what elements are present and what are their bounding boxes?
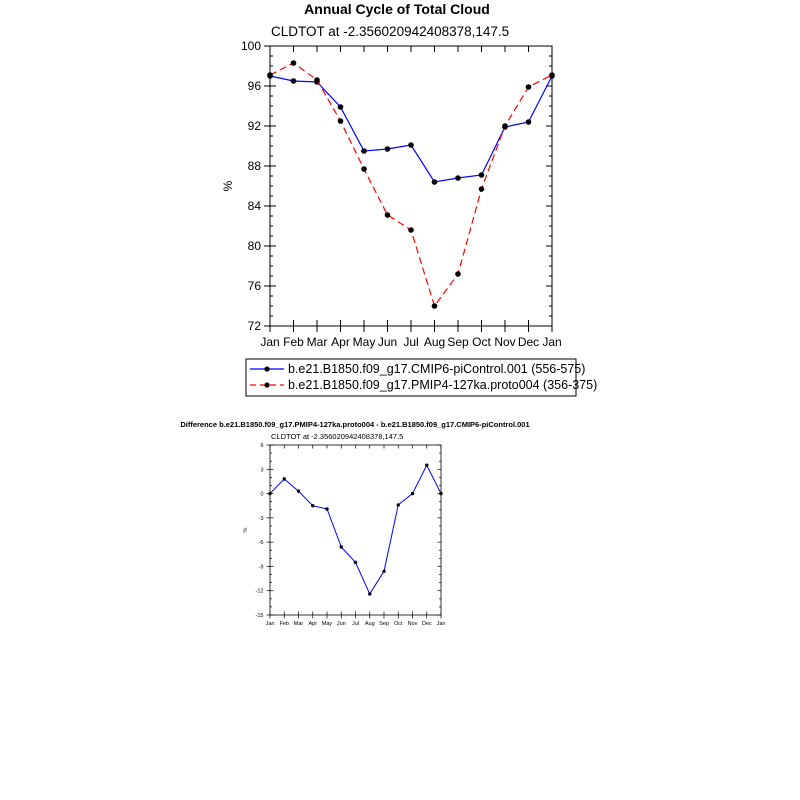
series-2-point [338, 118, 344, 124]
main-ticks [264, 46, 552, 332]
series-2-point [549, 72, 555, 78]
x-tick-label: Nov [407, 621, 418, 627]
x-tick-label: Nov [494, 335, 516, 349]
series-1-point [432, 179, 438, 185]
series-2-point [502, 123, 508, 129]
x-tick-label: Apr [331, 335, 350, 349]
main-series [267, 60, 555, 309]
x-tick-label: Jan [265, 621, 275, 627]
series-2-point [267, 72, 273, 78]
series-1-point [439, 492, 442, 495]
y-tick-label: 3 [260, 467, 264, 474]
y-tick-label: -12 [255, 588, 264, 595]
series-line-1 [270, 76, 552, 182]
main-ytick-labels [241, 39, 261, 333]
y-tick-label: 6 [260, 443, 264, 449]
x-tick-label: Oct [472, 335, 491, 349]
series-1-point [368, 592, 371, 595]
series-1-point [354, 561, 357, 564]
x-tick-label: Apr [308, 621, 318, 627]
series-1-point [361, 148, 367, 154]
series-1-point [325, 507, 328, 510]
x-tick-label: Sep [379, 621, 389, 627]
main-ylabel: % [221, 180, 235, 192]
main-plot-frame [270, 46, 552, 326]
x-tick-label: Jan [260, 335, 280, 349]
x-tick-label: Dec [421, 621, 432, 627]
x-tick-label: Mar [306, 335, 328, 349]
diff-ticks [267, 445, 442, 619]
legend-marker-pmip4 [264, 382, 269, 387]
y-tick-label: -6 [258, 540, 264, 547]
series-1-point [385, 146, 391, 152]
diff-series [268, 464, 442, 596]
x-tick-label: Sep [447, 335, 469, 349]
y-tick-label: -15 [255, 613, 264, 619]
x-tick-label: Jan [542, 335, 562, 349]
x-tick-label: Feb [283, 335, 304, 349]
x-tick-label: May [352, 335, 376, 349]
x-tick-label: Jan [436, 621, 446, 627]
series-2-point [479, 186, 485, 192]
x-tick-label: Feb [279, 621, 289, 627]
diff-chart-subtitle: CLDTOT at -2.356020942408378,147.5 [271, 432, 404, 441]
y-tick-label: 80 [247, 239, 261, 253]
series-1-point [411, 492, 414, 495]
series-1-point [283, 477, 286, 480]
series-1-point [291, 78, 297, 84]
diff-chart-title: Difference b.e21.B1850.f09_g17.PMIP4-127ka.proto004 - b.e21.B1850.f09_g17.CMIP6-piControl.001 [180, 420, 530, 429]
series-2-point [432, 303, 438, 309]
series-1-point [297, 489, 300, 492]
series-1-point [397, 503, 400, 506]
x-tick-label: May [321, 621, 333, 627]
x-tick-label: Dec [517, 335, 540, 349]
y-tick-label: 72 [247, 319, 261, 333]
series-1-point [526, 119, 532, 125]
y-tick-label: 84 [247, 199, 261, 213]
series-1-point [311, 504, 314, 507]
series-2-point [361, 166, 367, 172]
series-2-point [314, 77, 320, 83]
series-2-point [455, 271, 461, 277]
series-1-point [479, 172, 485, 178]
x-tick-label: Mar [293, 621, 304, 627]
series-1-point [268, 492, 271, 495]
series-line-1 [270, 465, 441, 594]
series-1-point [382, 570, 385, 573]
y-tick-label: 76 [247, 279, 261, 293]
y-tick-label: 100 [240, 39, 261, 53]
main-chart-title: Annual Cycle of Total Cloud [304, 1, 490, 17]
y-tick-label: 92 [247, 119, 261, 133]
x-tick-label: Oct [393, 621, 403, 627]
legend-label-pmip4: b.e21.B1850.f09_g17.PMIP4-127ka.proto004 (356-375) [288, 378, 598, 392]
series-1-point [455, 175, 461, 181]
legend-marker-control [264, 366, 269, 371]
y-tick-label: 0 [260, 491, 264, 498]
y-tick-label: -9 [258, 564, 264, 571]
x-tick-label: Aug [364, 621, 375, 627]
series-2-point [526, 84, 532, 90]
diff-xtick-labels [266, 621, 446, 627]
legend-label-control: b.e21.B1850.f09_g17.CMIP6-piControl.001 (556-575) [288, 362, 586, 376]
series-2-point [291, 60, 297, 66]
series-1-point [425, 464, 428, 467]
series-1-point [338, 104, 344, 110]
series-2-point [385, 212, 391, 218]
series-1-point [408, 142, 414, 148]
x-tick-label: Jun [377, 335, 398, 349]
series-1-point [340, 545, 343, 548]
main-xtick-labels [260, 335, 561, 349]
x-tick-label: Aug [423, 335, 446, 349]
diff-ytick-labels [256, 443, 264, 619]
x-tick-label: Jun [336, 621, 346, 627]
series-2-point [408, 227, 414, 233]
y-tick-label: 88 [247, 159, 261, 173]
y-tick-label: -3 [258, 515, 264, 522]
x-tick-label: Jul [403, 335, 419, 349]
series-line-2 [270, 63, 552, 306]
y-tick-label: 96 [247, 79, 261, 93]
diff-plot-frame [270, 445, 441, 615]
diff-ylabel: % [243, 527, 249, 533]
main-chart-subtitle: CLDTOT at -2.356020942408378,147.5 [271, 24, 510, 39]
x-tick-label: Jul [351, 621, 360, 627]
